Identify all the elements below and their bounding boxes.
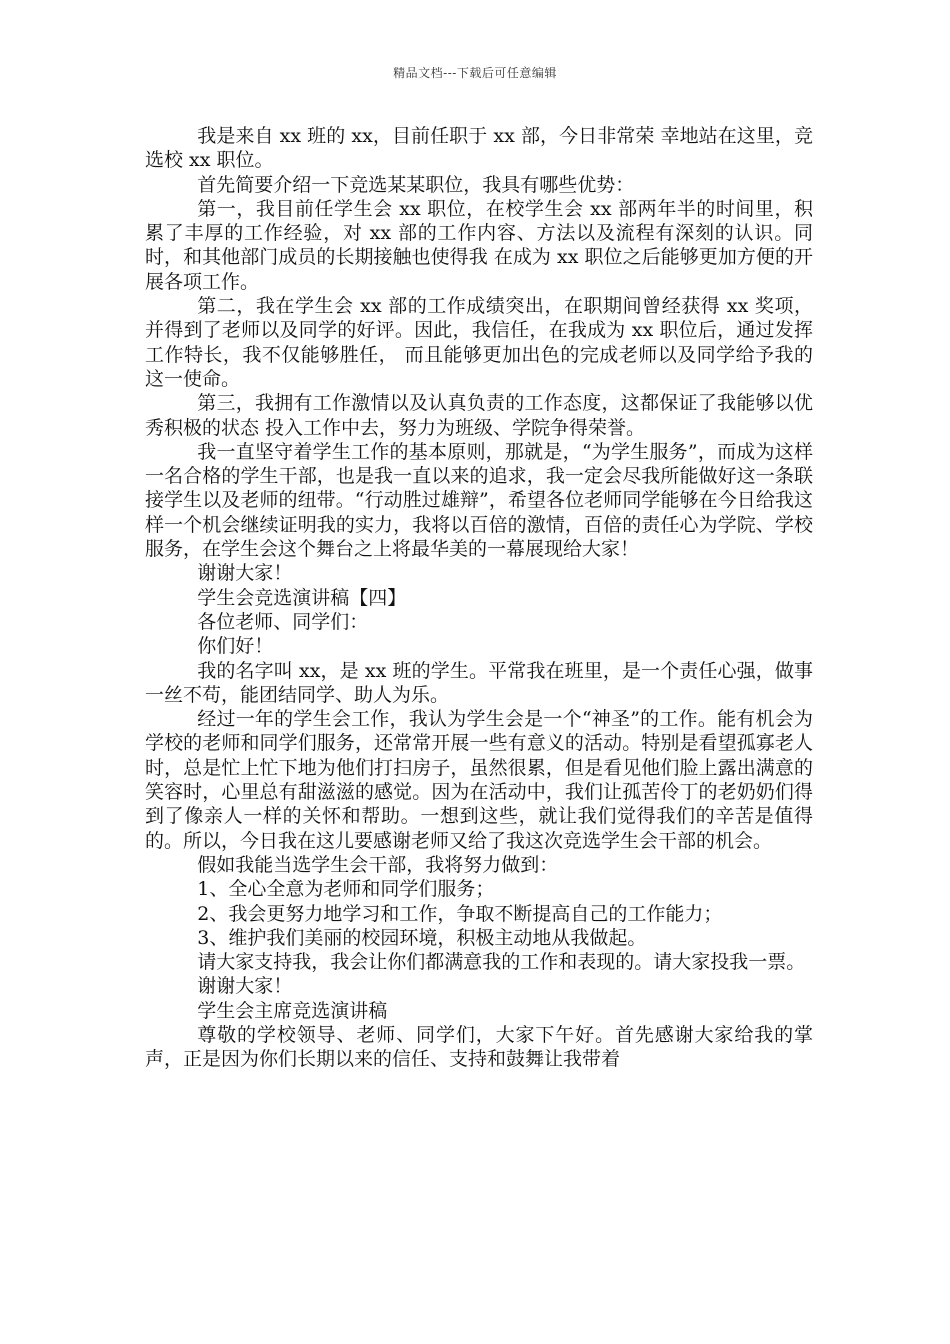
closing-line: 谢谢大家！ [197,562,293,585]
paragraph: 我的名字叫 xx，是 xx 班的学生。平常我在班里，是一个责任心强，做事一丝不苟，能团结同学、助人为乐。 [145,659,813,706]
paragraph: 假如我能当选学生会干部，我将努力做到： [197,853,559,876]
paragraph: 第三，我拥有工作激情以及认真负责的工作态度，这都保证了我能够以优秀积极的状态 投入工作中去，努力为班级、学院争得荣誉。 [145,392,813,439]
paragraph: 首先简要介绍一下竞选某某职位，我具有哪些优势： [197,173,635,196]
paragraph: 我是来自 xx 班的 xx，目前任职于 xx 部，今日非常荣 幸地站在这里，竞选校 xx 职位。 [145,125,813,172]
list-item: 2、我会更努力地学习和工作，争取不断提高自己的工作能力； [197,902,723,925]
paragraph: 第一，我目前任学生会 xx 职位，在校学生会 xx 部两年半的时间里，积累了丰厚的工作经验，对 xx 部的工作内容、方法以及流程有深刻的认识。同时，和其他部门成员的长期接触也使得我 在成为 xx 职位之后能够更加方便的开展各项工作。 [145,197,813,293]
closing-line: 谢谢大家！ [197,975,293,998]
section-title: 学生会主席竞选演讲稿 [197,999,388,1022]
paragraph: 经过一年的学生会工作，我认为学生会是一个“神圣”的工作。能有机会为学校的老师和同学们服务，还常常开展一些有意义的活动。特别是看望孤寡老人时，总是忙上忙下地为他们打扫房子，虽然很累，但是看见他们脸上露出满意的笑容时，心里总有甜滋滋的感觉。因为在活动中，我们让孤苦伶丁的老奶奶们得到了像亲人一样的关怀和帮助。一想到这些，就让我们觉得我们的辛苦是值得的。所以，今日我在这儿要感谢老师又给了我这次竞选学生会干部的机会。 [145,708,813,852]
paragraph: 第二，我在学生会 xx 部的工作成绩突出，在职期间曾经获得 xx 奖项，并得到了老师以及同学的好评。因此，我信任，在我成为 xx 职位后，通过发挥工作特长，我不仅能够胜任， 而且能够更加出色的完成老师以及同学给予我的这一使命。 [145,295,813,390]
paragraph: 请大家支持我，我会让你们都满意我的工作和表现的。请大家投我一票。 [197,951,806,974]
page-header: 精品文档---下载后可任意编辑 [393,66,557,80]
section-title: 学生会竞选演讲稿【四】 [197,586,407,609]
document-body [145,124,813,1072]
list-item: 1、全心全意为老师和同学们服务； [197,878,495,901]
paragraph: 尊敬的学校领导、老师、同学们，大家下午好。首先感谢大家给我的掌声，正是因为你们长期以来的信任、支持和鼓舞让我带着 [145,1023,813,1071]
paragraph: 我一直坚守着学生工作的基本原则，那就是，“为学生服务”，而成为这样一名合格的学生干部，也是我一直以来的追求，我一定会尽我所能做好这一条联接学生以及老师的纽带。“行动胜过雄辩”，希望各位老师同学能够在今日给我这样一个机会继续证明我的实力，我将以百倍的激情，百倍的责任心为学院、学校服务，在学生会这个舞台之上将最华美的一幕展现给大家！ [145,440,813,561]
salutation: 各位老师、同学们： [197,610,369,633]
greeting: 你们好！ [197,635,274,658]
list-item: 3、维护我们美丽的校园环境，积极主动地从我做起。 [197,926,647,949]
